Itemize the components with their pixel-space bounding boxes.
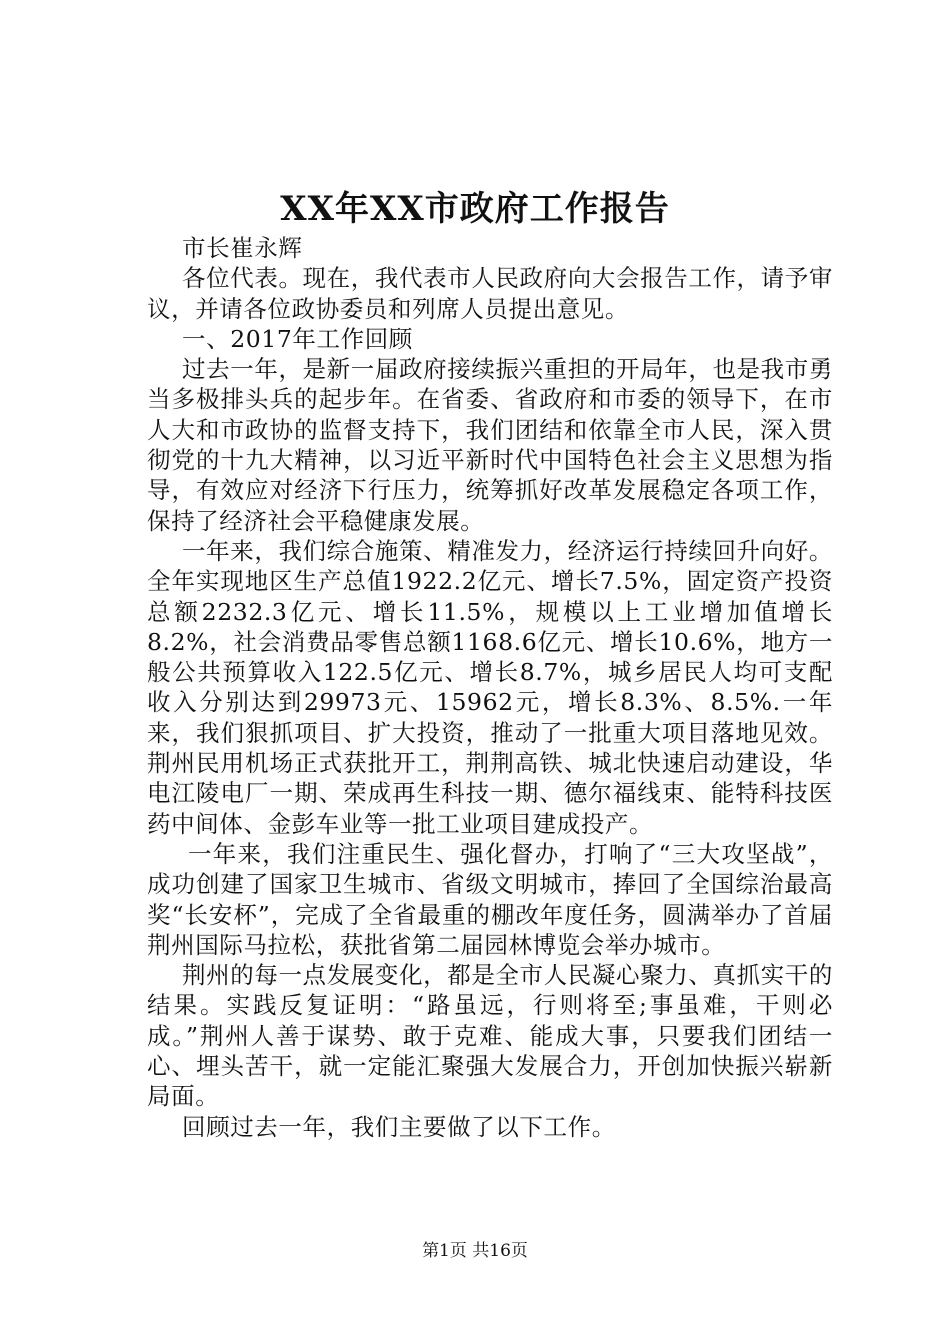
- document-title: XX年XX市政府工作报告: [280, 189, 670, 229]
- page-footer: 第1页 共16页: [422, 1241, 528, 1261]
- document-body: [147, 233, 833, 1142]
- paragraph: 回顾过去一年，我们主要做了以下工作。: [182, 1112, 616, 1141]
- paragraph: 一年来，我们综合施策、精准发力，经济运行持续回升向好。全年实现地区生产总值1922.2亿元、增长7.5%，固定资产投资总额2232.3亿元、增长11.5%，规模以上工业增加值增长8.2%，社会消费品零售总额1168.6亿元、增长10.6%，地方一般公共预算收入122.5亿元、增长8.7%，城乡居民人均可支配收入分别达到29973元、15962元，增长8.3%、8.5%.一年来，我们狠抓项目、扩大投资，推动了一批重大项目落地见效。荆州民用机场正式获批开工，荆荆高铁、城北快速启动建设，华电江陵电厂一期、荣成再生科技一期、德尔福线束、能特科技医药中间体、金彭车业等一批工业项目建成投产。: [147, 536, 833, 838]
- paragraph: 各位代表。现在，我代表市人民政府向大会报告工作，请予审议，并请各位政协委员和列席人员提出意见。: [147, 264, 833, 323]
- section-heading: 一、2017年工作回顾: [182, 324, 413, 353]
- paragraph: 荆州的每一点发展变化，都是全市人民凝心聚力、真抓实干的结果。实践反复证明：“路虽远，行则将至;事虽难，干则必成。”荆州人善于谋势、敢于克难、能成大事，只要我们团结一心、埋头苦干，就一定能汇聚强大发展合力，开创加快振兴崭新局面。: [147, 961, 833, 1111]
- author-line: 市长崔永辉: [182, 234, 303, 262]
- paragraph: 一年来，我们注重民生、强化督办，打响了“三大攻坚战”，成功创建了国家卫生城市、省级文明城市，捧回了全国综治最高奖“长安杯”，完成了全省最重的棚改年度任务，圆满举办了首届荆州国际马拉松，获批省第二届园林博览会举办城市。: [147, 839, 833, 959]
- paragraph: 过去一年，是新一届政府接续振兴重担的开局年，也是我市勇当多极排头兵的起步年。在省委、省政府和市委的领导下，在市人大和市政协的监督支持下，我们团结和依靠全市人民，深入贯彻党的十九大精神，以习近平新时代中国特色社会主义思想为指导，有效应对经济下行压力，统筹抓好改革发展稳定各项工作，保持了经济社会平稳健康发展。: [147, 355, 833, 535]
